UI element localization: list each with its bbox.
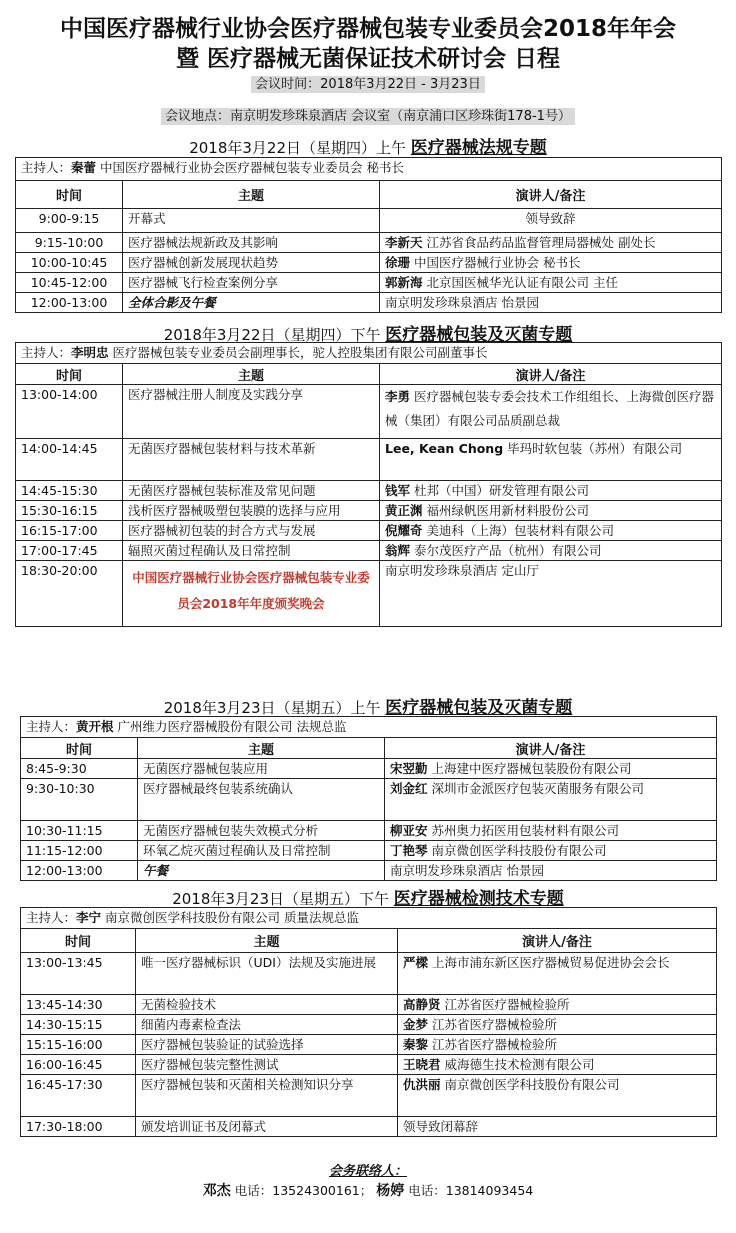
header-row: 时间 主题 演讲人/备注 [21, 929, 717, 953]
table-row: 13:00-14:00 医疗器械注册人制度及实践分享 李勇 医疗器械包装专委会技术工作组组长、上海微创医疗器械（集团）有限公司品质副总裁 [16, 385, 722, 439]
table-row: 18:30-20:00 中国医疗器械行业协会医疗器械包装专业委员会2018年年度颁奖晚会 南京明发珍珠泉酒店 定山厅 [16, 561, 722, 627]
table-row: 17:00-17:45 辐照灭菌过程确认及日常控制 翁辉 泰尔茂医疗产品（杭州）有限公司 [16, 541, 722, 561]
table-row: 9:30-10:30 医疗器械最终包装系统确认 刘金红 深圳市金派医疗包装灭菌服务有限公司 [21, 779, 717, 821]
meeting-location: 会议地点：南京明发珍珠泉酒店 会议室（南京浦口区珍珠街178-1号） [0, 105, 736, 124]
table-row: 14:30-15:15 细菌内毒素检查法 金梦 江苏省医疗器械检验所 [21, 1015, 717, 1035]
table-row: 10:00-10:45 医疗器械创新发展现状趋势 徐珊 中国医疗器械行业协会 秘书长 [16, 253, 722, 273]
session-1-table [15, 157, 722, 313]
header-row: 时间 主题 演讲人/备注 [16, 364, 722, 385]
table-row: 13:45-14:30 无菌检验技术 高静贤 江苏省医疗器械检验所 [21, 995, 717, 1015]
contact-label: 会务联络人： [328, 1164, 407, 1179]
page-title: 中国医疗器械行业协会医疗器械包装专业委员会2018年年会 [59, 16, 676, 42]
table-row: 14:45-15:30 无菌医疗器械包装标准及常见问题 钱军 杜邦（中国）研发管理有限公司 [16, 481, 722, 501]
table-row: 9:00-9:15 开幕式 领导致辞 [16, 209, 722, 233]
table-row: 9:15-10:00 医疗器械法规新政及其影响 李新天 江苏省食品药品监督管理局器械处 副处长 [16, 233, 722, 253]
table-row: 13:00-13:45 唯一医疗器械标识（UDI）法规及实施进展 严樑 上海市浦东新区医疗器械贸易促进协会会长 [21, 953, 717, 995]
table-row: 14:00-14:45 无菌医疗器械包装材料与技术革新 Lee, Kean Chong 毕玛时软包装（苏州）有限公司 [16, 439, 722, 481]
host-row: 主持人：李宁 南京微创医学科技股份有限公司 质量法规总监 [21, 908, 717, 929]
table-row: 16:45-17:30 医疗器械包装和灭菌相关检测知识分享 仇洪丽 南京微创医学科技股份有限公司 [21, 1075, 717, 1117]
session-1-heading: 2018年3月22日（星期四）上午 医疗器械法规专题 [189, 138, 547, 158]
table-row: 12:00-13:00 全体合影及午餐 南京明发珍珠泉酒店 怡景园 [16, 293, 722, 313]
session-4-heading: 2018年3月23日（星期五）下午 医疗器械检测技术专题 [172, 889, 564, 909]
table-row: 17:30-18:00 颁发培训证书及闭幕式 领导致闭幕辞 [21, 1117, 717, 1137]
host-row: 主持人：黄开根 广州维力医疗器械股份有限公司 法规总监 [21, 717, 717, 738]
table-row: 16:00-16:45 医疗器械包装完整性测试 王晓君 威海德生技术检测有限公司 [21, 1055, 717, 1075]
table-row: 15:30-16:15 浅析医疗器械吸塑包装膜的选择与应用 黄正渊 福州绿帆医用新材料股份公司 [16, 501, 722, 521]
session-3-heading: 2018年3月23日（星期五）上午 医疗器械包装及灭菌专题 [163, 698, 573, 718]
table-row: 11:15-12:00 环氧乙烷灭菌过程确认及日常控制 丁艳琴 南京微创医学科技股份有限公司 [21, 841, 717, 861]
session-2-table [15, 342, 722, 627]
table-row: 15:15-16:00 医疗器械包装验证的试验选择 秦黎 江苏省医疗器械检验所 [21, 1035, 717, 1055]
session-4-table [20, 907, 717, 1137]
header-row: 时间 主题 演讲人/备注 [21, 738, 717, 759]
table-row: 12:00-13:00 午餐 南京明发珍珠泉酒店 怡景园 [21, 861, 717, 881]
table-row: 16:15-17:00 医疗器械初包装的封合方式与发展 倪耀奇 美迪科（上海）包装材料有限公司 [16, 521, 722, 541]
contact-line: 邓杰 电话：13524300161； 杨婷 电话：13814093454 [202, 1183, 534, 1199]
host-row: 主持人：秦蕾 中国医疗器械行业协会医疗器械包装专业委员会 秘书长 [16, 158, 722, 181]
host-row: 主持人：李明忠 医疗器械包装专业委员会副理事长，驼人控股集团有限公司副董事长 [16, 343, 722, 364]
table-row: 10:45-12:00 医疗器械飞行检查案例分享 郭新海 北京国医械华光认证有限公司 主任 [16, 273, 722, 293]
table-row: 8:45-9:30 无菌医疗器械包装应用 宋翌勤 上海建中医疗器械包装股份有限公司 [21, 759, 717, 779]
meeting-time: 会议时间：2018年3月22日 - 3月23日 [0, 73, 736, 92]
session-2-heading: 2018年3月22日（星期四）下午 医疗器械包装及灭菌专题 [163, 325, 573, 345]
header-row: 时间 主题 演讲人/备注 [16, 181, 722, 209]
page-subtitle: 暨 医疗器械无菌保证技术研讨会 日程 [175, 46, 560, 72]
table-row: 10:30-11:15 无菌医疗器械包装失效模式分析 柳亚安 苏州奥力拓医用包装材料有限公司 [21, 821, 717, 841]
session-3-table [20, 716, 717, 881]
